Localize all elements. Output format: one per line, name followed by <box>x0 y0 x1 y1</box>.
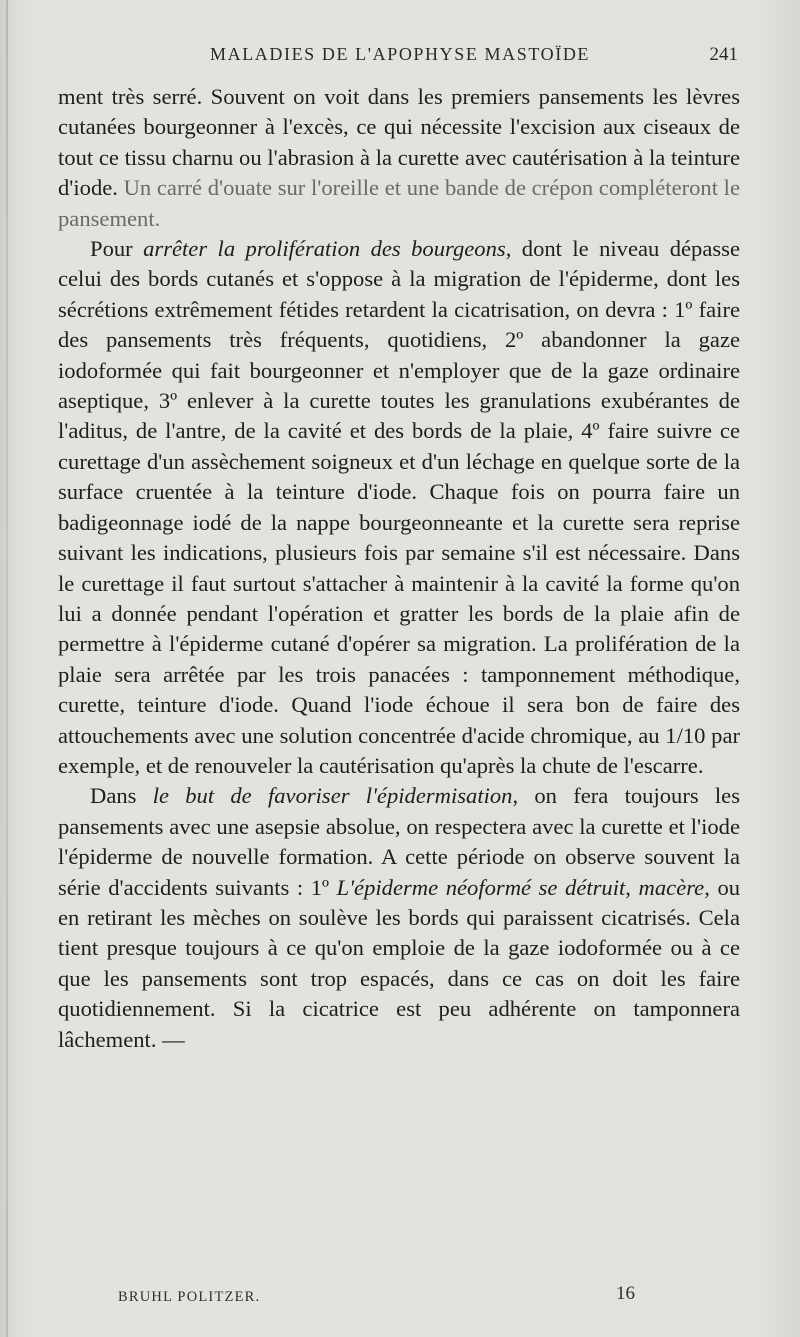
italic-phrase: macère <box>638 874 705 900</box>
running-title: MALADIES DE L'APOPHYSE MASTOÏDE <box>209 44 591 64</box>
text-run: Pour <box>90 236 144 262</box>
paragraph-2 <box>58 234 740 781</box>
text-run: , dont le niveau dépasse celui des bords cutanés et s'oppose à la migration de l'épiderme, dont les sécrétions extrêmement fétides retardent la cicatrisation, on devra : 1º faire des pansements très fréquents, quotidiens, 2º abandonner la gaze iodoformée qui fait bourgeonner et n'employer que de la gaze ordinaire aseptique, 3º enlever à la curette toutes les granulations exubérantes de l'aditus, de l'antre, de la cavité et des bords de la plaie, 4º faire suivre ce curettage d'un assèchement soigneux et d'un léchage en quelque sorte de la surface cruentée à la teinture d'iode. Chaque fois on pourra faire un badigeonnage iodé de la nappe bourgeonneante et la curette sera reprise suivant les indications, plusieurs fois par semaine s'il est nécessaire. Dans le curettage il faut surtout s'attacher à maintenir à la cavité la forme qu'on lui a donnée pendant l'opération et gratter les bords de la plaie afin de permettre à l'épiderme cutané d'opérer sa migration. La prolifération de la plaie sera arrêtée par les trois panacées : tamponnement méthodique, curette, teinture d'iode. Quand l'iode échoue il sera bon de faire des attouchements avec une solution concentrée d'acide chromique, au 1/10 par exemple, et de renouveler la cautérisation qu'après la chute de l'escarre. <box>58 236 740 778</box>
text-run: , on fera toujours les pansements avec une asepsie absolue, on respectera avec la curette et l'iode l'épiderme de nouvelle formation. A cette période on observe souvent la série d'accidents suivants : 1º <box>58 783 740 900</box>
text-run: ment très serré. Souvent on voit dans les premiers pansements les lèvres cutanées bourgeonner à l'excès, ce qui nécessite l'excision aux ciseaux de tout ce tissu charnu ou l'abrasion à la curette avec cautérisation à la teinture d'iode. <box>58 84 740 201</box>
page-gutter-edge <box>6 0 8 1337</box>
italic-phrase: arrêter la prolifération des bourgeons <box>143 236 506 262</box>
signature-number: 16 <box>616 1283 635 1304</box>
text-run: , ou en retirant les mèches on soulève les bords qui paraissent cicatrisés. Cela tient presque toujours à ce qu'on emploie de la gaze iodoformée ou à ce que les pansements sont trop espacés, dans ce cas on doit les faire quotidiennement. Si la cicatrice est peu adhérente on tamponnera lâchement. — <box>58 874 741 1052</box>
paragraph-1 <box>58 82 740 234</box>
text-run: , <box>625 874 639 900</box>
italic-phrase: L'épiderme néoformé se détruit <box>336 874 626 900</box>
text-run: Dans <box>90 783 153 809</box>
text-run: Un carré d'ouate sur l'oreille et une bande de crépon compléteront le pansement. <box>58 175 740 231</box>
paragraph-3 <box>58 781 740 1055</box>
italic-phrase: le but de favoriser l'épidermisation <box>152 783 513 809</box>
running-head <box>0 44 800 70</box>
printer-signature: BRUHL POLITZER. <box>118 1289 261 1305</box>
page-footer <box>0 1283 800 1313</box>
body-text <box>58 82 740 1055</box>
page-number: 241 <box>709 44 738 65</box>
